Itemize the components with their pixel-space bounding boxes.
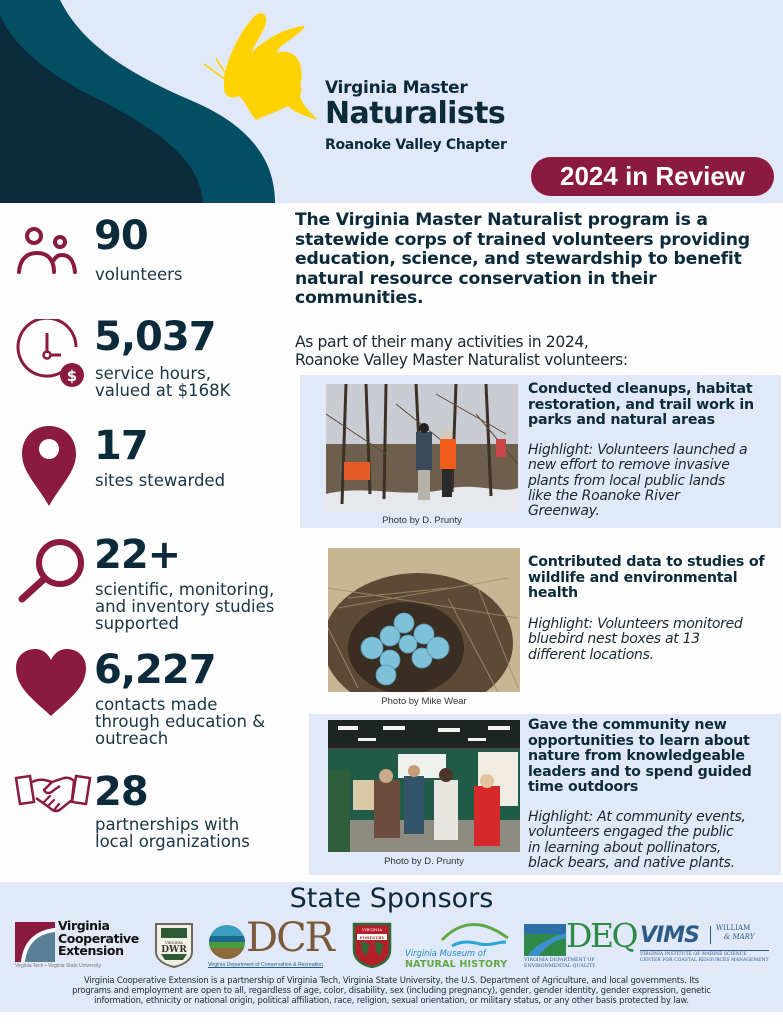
- activities-lead-in: [295, 333, 775, 369]
- logo-text: Extension: [58, 943, 124, 958]
- svg-text:VIRGINIA: VIRGINIA: [165, 941, 183, 945]
- highlight-line: different locations.: [528, 646, 654, 663]
- stat-label-line: partnerships with: [95, 815, 240, 834]
- stat-value: 17: [94, 423, 148, 469]
- disclaimer-line: information, ethnicity or national origin, political affiliation, race, religion, sexual orientation, or military status, or any other basis protected by law.: [94, 995, 689, 1005]
- photo-credit: Photo by D. Prunty: [384, 856, 464, 867]
- stat-value: 28: [94, 769, 148, 815]
- photo-credit: Photo by Mike Wear: [381, 696, 467, 707]
- disclaimer-line: Virginia Cooperative Extension is a partnership of Virginia Tech, Virginia State University, the U.S. Department of Agriculture, and local governments. Its: [84, 975, 699, 985]
- title-line: opportunities to learn about: [528, 732, 750, 749]
- title-line: Conducted cleanups, habitat: [528, 381, 753, 397]
- highlight-line: Highlight: Volunteers monitored: [528, 616, 743, 632]
- logo-text: Virginia: [58, 918, 110, 933]
- svg-text:FORESTRY: FORESTRY: [359, 935, 385, 940]
- title-block: [325, 78, 507, 156]
- logo-text: WILLIAM: [716, 924, 751, 932]
- logo-dcr: [208, 915, 343, 972]
- logo-virginia-museum-natural-history: [402, 920, 514, 972]
- logo-subtext: CENTER FOR COASTAL RESOURCES MANAGEMENT: [640, 957, 769, 963]
- stat-value: 22+: [94, 532, 181, 578]
- activity-card-studies: [300, 540, 781, 708]
- logo-subtext: VIRGINIA DEPARTMENT OF: [524, 958, 595, 963]
- highlight-line: bluebird nest boxes at 13: [528, 631, 700, 648]
- highlight-line: like the Roanoke River: [528, 487, 680, 504]
- state-sponsors-section: [0, 882, 783, 1012]
- title-line-2: Naturalists: [325, 96, 506, 131]
- logo-text: Cooperative: [58, 930, 139, 946]
- activity-card-cleanups: [300, 375, 781, 528]
- logo-subtext: Virginia Tech • Virginia State University: [15, 963, 101, 969]
- nondiscrimination-disclaimer: [10, 975, 773, 1005]
- title-line: Gave the community new: [528, 717, 727, 733]
- title-line-1: Virginia Master: [325, 78, 468, 98]
- stat-label-line: outreach: [95, 729, 169, 748]
- title-line: time outdoors: [528, 779, 639, 795]
- logo-deq: [524, 916, 637, 970]
- clock-dollar-icon: [14, 319, 86, 389]
- svg-text:DWR: DWR: [161, 945, 187, 955]
- stat-contacts: [0, 646, 290, 746]
- program-description: [295, 211, 775, 309]
- title-line: health: [528, 585, 578, 601]
- title-line: wildlife and environmental: [528, 569, 738, 586]
- svg-text:VIRGINIA: VIRGINIA: [361, 927, 383, 932]
- highlight-line: volunteers engaged the public: [528, 824, 734, 841]
- logo-divider: [710, 926, 711, 944]
- chapter-name: Roanoke Valley Chapter: [325, 137, 507, 153]
- stat-value: 90: [94, 213, 148, 259]
- people-icon: [14, 220, 80, 278]
- stat-label: sites stewarded: [95, 471, 226, 490]
- stat-label-line: service hours,: [95, 364, 211, 383]
- activity-title: [528, 555, 780, 602]
- magnifier-icon: [14, 535, 90, 607]
- activity-highlight: [528, 443, 780, 519]
- stat-volunteers: [0, 212, 290, 292]
- logo-text: NATURAL HISTORY: [405, 959, 508, 970]
- highlight-line: Highlight: Volunteers launched a: [528, 442, 748, 458]
- lead-line: Roanoke Valley Master Naturalist volunteers:: [295, 351, 628, 369]
- stat-label-line: contacts made: [95, 695, 218, 714]
- stat-label: volunteers: [95, 265, 183, 284]
- butterfly-logo-icon: [196, 8, 316, 130]
- intro-line: statewide corps of trained volunteers providing: [295, 229, 750, 250]
- title-line: nature from knowledgeable: [528, 748, 745, 764]
- stat-label-line: scientific, monitoring,: [95, 580, 275, 599]
- stat-value: 6,227: [94, 647, 216, 693]
- handshake-icon: [14, 772, 92, 816]
- highlight-line: black bears, and native plants.: [528, 854, 735, 871]
- dwr-shield-icon: [153, 920, 195, 968]
- map-pin-icon: [20, 424, 78, 508]
- photo-credit: Photo by D. Prunty: [382, 515, 462, 526]
- stat-studies: [0, 533, 290, 633]
- stat-value: 5,037: [94, 314, 216, 360]
- intro-line: education, science, and stewardship to benefit: [295, 249, 742, 269]
- stat-label-line: local organizations: [95, 832, 250, 851]
- logo-subtext: ENVIRONMENTAL QUALITY: [524, 963, 596, 969]
- forestry-shield-icon: [351, 920, 393, 968]
- highlight-line: in learning about pollinators,: [528, 839, 721, 856]
- photo-invasive-removal: [326, 384, 518, 512]
- vce-mark-icon: [15, 922, 55, 962]
- intro-line: natural resource conservation in their: [295, 268, 657, 289]
- photo-bluebird-nest: [328, 548, 520, 692]
- dcr-mark-icon: [208, 924, 246, 960]
- highlight-line: Highlight: At community events,: [528, 809, 746, 825]
- vmnh-mountain-icon: [440, 920, 510, 948]
- highlight-line: Greenway.: [528, 503, 600, 520]
- stat-label-line: and inventory studies: [95, 597, 275, 616]
- activity-title: [528, 718, 780, 796]
- activity-highlight: [528, 810, 780, 871]
- disclaimer-line: programs and employment are open to all, regardless of age, color, disability, sex (including pregnancy), gender, gender identity, gender expression, genetic: [72, 985, 711, 995]
- title-line: parks and natural areas: [528, 412, 715, 428]
- logo-text: Virginia Museum of: [405, 948, 486, 958]
- stat-sites: [0, 424, 290, 514]
- logo-virginia-cooperative-extension: [15, 920, 145, 972]
- stat-service-hours: [0, 313, 290, 408]
- year-in-review-badge: 2024 in Review: [531, 157, 774, 196]
- logo-text: DCR: [246, 915, 333, 961]
- title-line: leaders and to spend guided: [528, 763, 752, 780]
- logo-virginia-forestry: [351, 920, 393, 968]
- title-line: Contributed data to studies of: [528, 554, 765, 570]
- activity-highlight: [528, 617, 780, 663]
- heart-icon: [14, 648, 88, 718]
- logo-subtext: Virginia Department of Conservation & Recreation: [208, 962, 323, 968]
- photo-community-booth: [328, 720, 520, 852]
- logo-text: VIMS: [640, 923, 699, 948]
- highlight-line: new effort to remove invasive: [528, 457, 730, 474]
- stat-label-line: supported: [95, 614, 179, 633]
- title-line: restoration, and trail work in: [528, 396, 754, 413]
- logo-subtext: VIRGINIA INSTITUTE OF MARINE SCIENCE: [640, 952, 747, 957]
- deq-mark-icon: [524, 924, 566, 956]
- header-banner: [0, 0, 783, 203]
- highlight-line: plants from local public lands: [528, 472, 725, 489]
- lead-line: As part of their many activities in 2024,: [295, 333, 589, 351]
- stat-partnerships: [0, 768, 290, 853]
- logo-virginia-dwr: [153, 920, 195, 968]
- logo-text: & MARY: [724, 933, 755, 941]
- activity-title: [528, 382, 780, 429]
- stat-label-line: valued at $168K: [95, 381, 231, 400]
- svg-text:$: $: [66, 367, 78, 385]
- logo-text: DEQ: [566, 916, 637, 955]
- activity-card-community: [309, 714, 781, 875]
- intro-line: communities.: [295, 288, 424, 308]
- stat-label-line: through education &: [95, 712, 266, 731]
- intro-line: The Virginia Master Naturalist program is a: [295, 210, 708, 230]
- sponsors-title: State Sponsors: [289, 883, 494, 914]
- logo-vims-william-mary: [640, 924, 775, 968]
